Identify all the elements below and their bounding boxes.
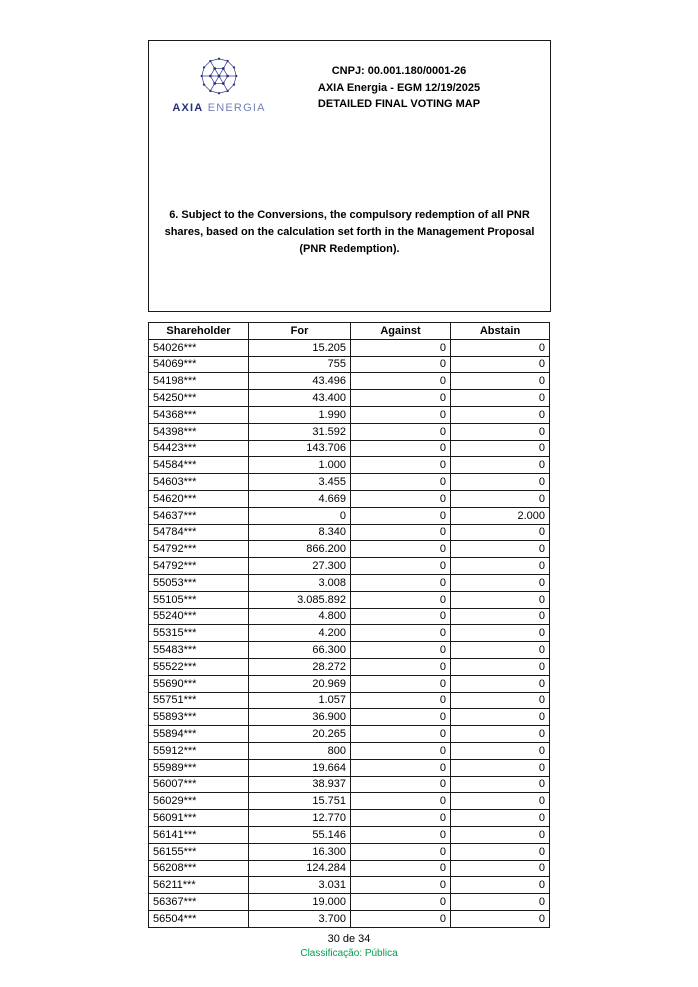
against-cell: 0: [351, 591, 451, 608]
for-cell: 19.664: [249, 759, 351, 776]
against-cell: 0: [351, 524, 451, 541]
shareholder-cell: 54637***: [149, 507, 249, 524]
for-cell: 31.592: [249, 423, 351, 440]
shareholder-cell: 54250***: [149, 390, 249, 407]
for-cell: 1.057: [249, 692, 351, 709]
for-cell: 38.937: [249, 776, 351, 793]
abstain-cell: 0: [451, 490, 550, 507]
for-cell: 866.200: [249, 541, 351, 558]
column-header-against: Against: [351, 323, 451, 340]
against-cell: 0: [351, 390, 451, 407]
abstain-cell: 0: [451, 810, 550, 827]
against-cell: 0: [351, 759, 451, 776]
for-cell: 1.990: [249, 406, 351, 423]
column-header-for: For: [249, 323, 351, 340]
document-title-block: [257, 63, 541, 113]
against-cell: 0: [351, 440, 451, 457]
shareholder-cell: 55315***: [149, 625, 249, 642]
column-header-shareholder: Shareholder: [149, 323, 249, 340]
shareholder-cell: 56208***: [149, 860, 249, 877]
abstain-cell: 0: [451, 608, 550, 625]
abstain-cell: 2.000: [451, 507, 550, 524]
against-cell: 0: [351, 625, 451, 642]
abstain-cell: 0: [451, 457, 550, 474]
against-cell: 0: [351, 826, 451, 843]
abstain-cell: 0: [451, 894, 550, 911]
for-cell: 0: [249, 507, 351, 524]
against-cell: 0: [351, 793, 451, 810]
table-row: [149, 541, 550, 558]
for-cell: 15.205: [249, 339, 351, 356]
for-cell: 55.146: [249, 826, 351, 843]
shareholder-cell: 54620***: [149, 490, 249, 507]
shareholder-cell: 55105***: [149, 591, 249, 608]
against-cell: 0: [351, 457, 451, 474]
abstain-cell: 0: [451, 843, 550, 860]
abstain-cell: 0: [451, 793, 550, 810]
against-cell: 0: [351, 742, 451, 759]
abstain-cell: 0: [451, 558, 550, 575]
shareholder-cell: 54198***: [149, 373, 249, 390]
abstain-cell: 0: [451, 642, 550, 659]
for-cell: 36.900: [249, 709, 351, 726]
abstain-cell: 0: [451, 759, 550, 776]
shareholder-cell: 55522***: [149, 658, 249, 675]
abstain-cell: 0: [451, 776, 550, 793]
shareholder-cell: 54069***: [149, 356, 249, 373]
abstain-cell: 0: [451, 524, 550, 541]
against-cell: 0: [351, 474, 451, 491]
shareholder-cell: 54398***: [149, 423, 249, 440]
table-row: [149, 894, 550, 911]
against-cell: 0: [351, 574, 451, 591]
table-row: [149, 692, 550, 709]
against-cell: 0: [351, 910, 451, 927]
for-cell: 4.200: [249, 625, 351, 642]
for-cell: 3.085.892: [249, 591, 351, 608]
for-cell: 28.272: [249, 658, 351, 675]
table-row: [149, 843, 550, 860]
shareholder-cell: 55912***: [149, 742, 249, 759]
against-cell: 0: [351, 541, 451, 558]
proposal-text: 6. Subject to the Conversions, the compulsory redemption of all PNR shares, based on the calculation set forth in the Management Proposal (PNR Redemption).: [164, 209, 535, 255]
shareholder-cell: 56091***: [149, 810, 249, 827]
voting-table: [148, 322, 550, 928]
shareholder-cell: 55989***: [149, 759, 249, 776]
abstain-cell: 0: [451, 574, 550, 591]
table-row: [149, 726, 550, 743]
shareholder-cell: 56211***: [149, 877, 249, 894]
table-row: [149, 474, 550, 491]
abstain-cell: 0: [451, 423, 550, 440]
against-cell: 0: [351, 675, 451, 692]
abstain-cell: 0: [451, 675, 550, 692]
against-cell: 0: [351, 339, 451, 356]
shareholder-cell: 56155***: [149, 843, 249, 860]
abstain-cell: 0: [451, 406, 550, 423]
shareholder-cell: 54792***: [149, 558, 249, 575]
abstain-cell: 0: [451, 541, 550, 558]
abstain-cell: 0: [451, 742, 550, 759]
against-cell: 0: [351, 507, 451, 524]
shareholder-cell: 56029***: [149, 793, 249, 810]
for-cell: 66.300: [249, 642, 351, 659]
against-cell: 0: [351, 810, 451, 827]
for-cell: 15.751: [249, 793, 351, 810]
abstain-cell: 0: [451, 591, 550, 608]
shareholder-cell: 55053***: [149, 574, 249, 591]
cnpj-line: CNPJ: 00.001.180/0001-26: [331, 65, 467, 77]
shareholder-cell: 54603***: [149, 474, 249, 491]
for-cell: 20.969: [249, 675, 351, 692]
for-cell: 12.770: [249, 810, 351, 827]
classification-label: Classificação: Pública: [300, 948, 398, 959]
logo-text-primary: AXIA: [172, 102, 204, 114]
for-cell: 3.455: [249, 474, 351, 491]
against-cell: 0: [351, 608, 451, 625]
for-cell: 3.700: [249, 910, 351, 927]
table-row: [149, 826, 550, 843]
abstain-cell: 0: [451, 440, 550, 457]
table-row: [149, 339, 550, 356]
shareholder-cell: 55483***: [149, 642, 249, 659]
table-row: [149, 742, 550, 759]
for-cell: 3.031: [249, 877, 351, 894]
table-row: [149, 507, 550, 524]
against-cell: 0: [351, 776, 451, 793]
against-cell: 0: [351, 373, 451, 390]
table-row: [149, 910, 550, 927]
abstain-cell: 0: [451, 356, 550, 373]
abstain-cell: 0: [451, 692, 550, 709]
page-footer: [0, 933, 698, 960]
against-cell: 0: [351, 406, 451, 423]
abstain-cell: 0: [451, 373, 550, 390]
table-row: [149, 810, 550, 827]
map-title-line: DETAILED FINAL VOTING MAP: [317, 98, 481, 110]
for-cell: 20.265: [249, 726, 351, 743]
table-row: [149, 776, 550, 793]
shareholder-cell: 54368***: [149, 406, 249, 423]
against-cell: 0: [351, 642, 451, 659]
shareholder-cell: 56367***: [149, 894, 249, 911]
table-row: [149, 440, 550, 457]
for-cell: 143.706: [249, 440, 351, 457]
against-cell: 0: [351, 894, 451, 911]
table-row: [149, 675, 550, 692]
shareholder-cell: 55894***: [149, 726, 249, 743]
logo-icon: [196, 53, 242, 99]
shareholder-cell: 56141***: [149, 826, 249, 843]
shareholder-cell: 55240***: [149, 608, 249, 625]
against-cell: 0: [351, 490, 451, 507]
abstain-cell: 0: [451, 910, 550, 927]
shareholder-cell: 56007***: [149, 776, 249, 793]
table-row: [149, 877, 550, 894]
shareholder-cell: 55751***: [149, 692, 249, 709]
for-cell: 16.300: [249, 843, 351, 860]
table-row: [149, 457, 550, 474]
document-header-box: [148, 40, 551, 312]
shareholder-cell: 55690***: [149, 675, 249, 692]
against-cell: 0: [351, 356, 451, 373]
shareholder-cell: 54423***: [149, 440, 249, 457]
table-row: [149, 390, 550, 407]
page-number: 30 de 34: [327, 933, 371, 945]
against-cell: 0: [351, 692, 451, 709]
table-row: [149, 373, 550, 390]
table-row: [149, 642, 550, 659]
table-row: [149, 608, 550, 625]
table-row: [149, 423, 550, 440]
for-cell: 43.400: [249, 390, 351, 407]
against-cell: 0: [351, 726, 451, 743]
abstain-cell: 0: [451, 474, 550, 491]
against-cell: 0: [351, 860, 451, 877]
against-cell: 0: [351, 843, 451, 860]
for-cell: 27.300: [249, 558, 351, 575]
for-cell: 8.340: [249, 524, 351, 541]
shareholder-cell: 55893***: [149, 709, 249, 726]
table-row: [149, 574, 550, 591]
abstain-cell: 0: [451, 826, 550, 843]
meeting-line: AXIA Energia - EGM 12/19/2025: [317, 81, 481, 94]
table-row: [149, 490, 550, 507]
table-row: [149, 658, 550, 675]
for-cell: 800: [249, 742, 351, 759]
for-cell: 3.008: [249, 574, 351, 591]
abstain-cell: 0: [451, 625, 550, 642]
against-cell: 0: [351, 558, 451, 575]
abstain-cell: 0: [451, 726, 550, 743]
table-row: [149, 524, 550, 541]
table-header-row: [149, 323, 550, 340]
abstain-cell: 0: [451, 860, 550, 877]
table-row: [149, 406, 550, 423]
against-cell: 0: [351, 877, 451, 894]
shareholder-cell: 54792***: [149, 541, 249, 558]
against-cell: 0: [351, 709, 451, 726]
abstain-cell: 0: [451, 709, 550, 726]
table-row: [149, 709, 550, 726]
shareholder-cell: 54584***: [149, 457, 249, 474]
for-cell: 43.496: [249, 373, 351, 390]
logo-text-secondary: ENERGIA: [207, 102, 266, 114]
abstain-cell: 0: [451, 877, 550, 894]
abstain-cell: 0: [451, 390, 550, 407]
column-header-abstain: Abstain: [451, 323, 550, 340]
table-row: [149, 860, 550, 877]
for-cell: 1.000: [249, 457, 351, 474]
abstain-cell: 0: [451, 658, 550, 675]
shareholder-cell: 54784***: [149, 524, 249, 541]
table-row: [149, 591, 550, 608]
table-row: [149, 759, 550, 776]
table-row: [149, 793, 550, 810]
table-row: [149, 356, 550, 373]
for-cell: 124.284: [249, 860, 351, 877]
against-cell: 0: [351, 658, 451, 675]
for-cell: 755: [249, 356, 351, 373]
against-cell: 0: [351, 423, 451, 440]
for-cell: 4.800: [249, 608, 351, 625]
table-row: [149, 558, 550, 575]
for-cell: 19.000: [249, 894, 351, 911]
shareholder-cell: 56504***: [149, 910, 249, 927]
abstain-cell: 0: [451, 339, 550, 356]
shareholder-cell: 54026***: [149, 339, 249, 356]
for-cell: 4.669: [249, 490, 351, 507]
table-row: [149, 625, 550, 642]
